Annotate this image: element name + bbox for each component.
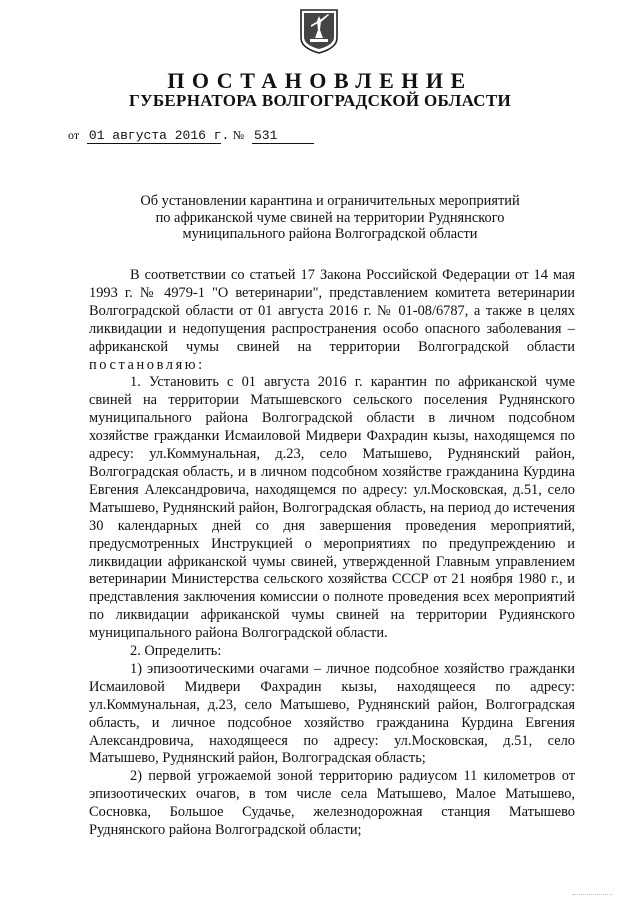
paragraph-2-2: 2) первой угрожаемой зоной территорию радиусом 11 километров от эпизоотических очагов, в том числе села Матышево, Малое Матышево, Сосновка, Большое Судачье, железнодорожная станция Матышево Руднянского района Волгоградской области; — [89, 768, 575, 839]
document-subject — [100, 193, 560, 243]
document-number: 531 — [252, 129, 314, 144]
intro-text: В соответствии со статьей 17 Закона Российской Федерации от 14 мая 1993 г. № 4979-1 "О ветеринарии", представлением комитета ветеринарии Волгоградской области от 01 августа 2016 г. № 01-08/6787, а также в целях ликвидации и недопущения распространения особо опасного заболевания – африканской чумы свиней на территории Волгоградской области — [89, 267, 575, 355]
dateline — [68, 128, 314, 144]
subject-line: по африканской чуме свиней на территории Руднянского — [155, 209, 505, 226]
coat-of-arms-icon — [299, 8, 339, 54]
document-date: 01 августа 2016 г. — [88, 128, 230, 143]
decree-word: постановляю: — [89, 356, 205, 373]
document-issuer: ГУБЕРНАТОРА ВОЛГОГРАДСКОЙ ОБЛАСТИ — [128, 91, 512, 110]
paragraph-2: 2. Определить: — [130, 643, 222, 660]
subject-line: Об установлении карантина и ограничительных мероприятий — [140, 193, 520, 209]
intro-paragraph — [89, 267, 575, 374]
scan-mark — [572, 888, 612, 895]
number-label: № — [232, 128, 245, 142]
subject-line: муниципального района Волгоградской области — [182, 226, 478, 242]
paragraph-2-1: 1) эпизоотическими очагами – личное подсобное хозяйство гражданки Исмаиловой Мидвери Фахрадин кызы, находящееся по адресу: ул.Коммунальная, д.23, село Матышево, Руднянский район, Волгоградская область, и личное подсобное хозяйство гражданина Курдина Евгения Александровича, находящееся по адресу: ул.Московская, д.51, село Матышево, Руднянский район, Волгоградская область; — [89, 660, 575, 767]
date-prefix: от — [68, 128, 80, 142]
paragraph-1: 1. Установить с 01 августа 2016 г. карантин по африканской чуме свиней на территории Матышевского сельского поселения Руднянского муниципального района Волгоградской области в личном подсобном хозяйстве гражданки Исмаиловой Мидвери Фахрадин кызы, находящемся по адресу: ул.Коммунальная, д.23, село Матышево, Руднянский район, Волгоградская область, и в личном подсобном хозяйстве гражданина Курдина Евгения Александровича, находящемся по адресу: ул.Московская, д.51, село Матышево, Руднянский район, Волгоградская область, на период до истечения 30 календарных дней со дня завершения проведения мероприятий, предусмотренных Инструкцией о мероприятиях по предупреждению и ликвидации африканской чумы свиней, утвержденной Главным управлением ветеринарии Министерства сельского хозяйства СССР от 21 ноября 1980 г., и представления заключения комиссии о полноте проведения всех мероприятий по ликвидации африканской чумы свиней на территории Рудиянского муниципального района Волгоградской области. — [89, 374, 575, 642]
document-body — [89, 267, 575, 840]
document-title: ПОСТАНОВЛЕНИЕ — [167, 68, 473, 93]
